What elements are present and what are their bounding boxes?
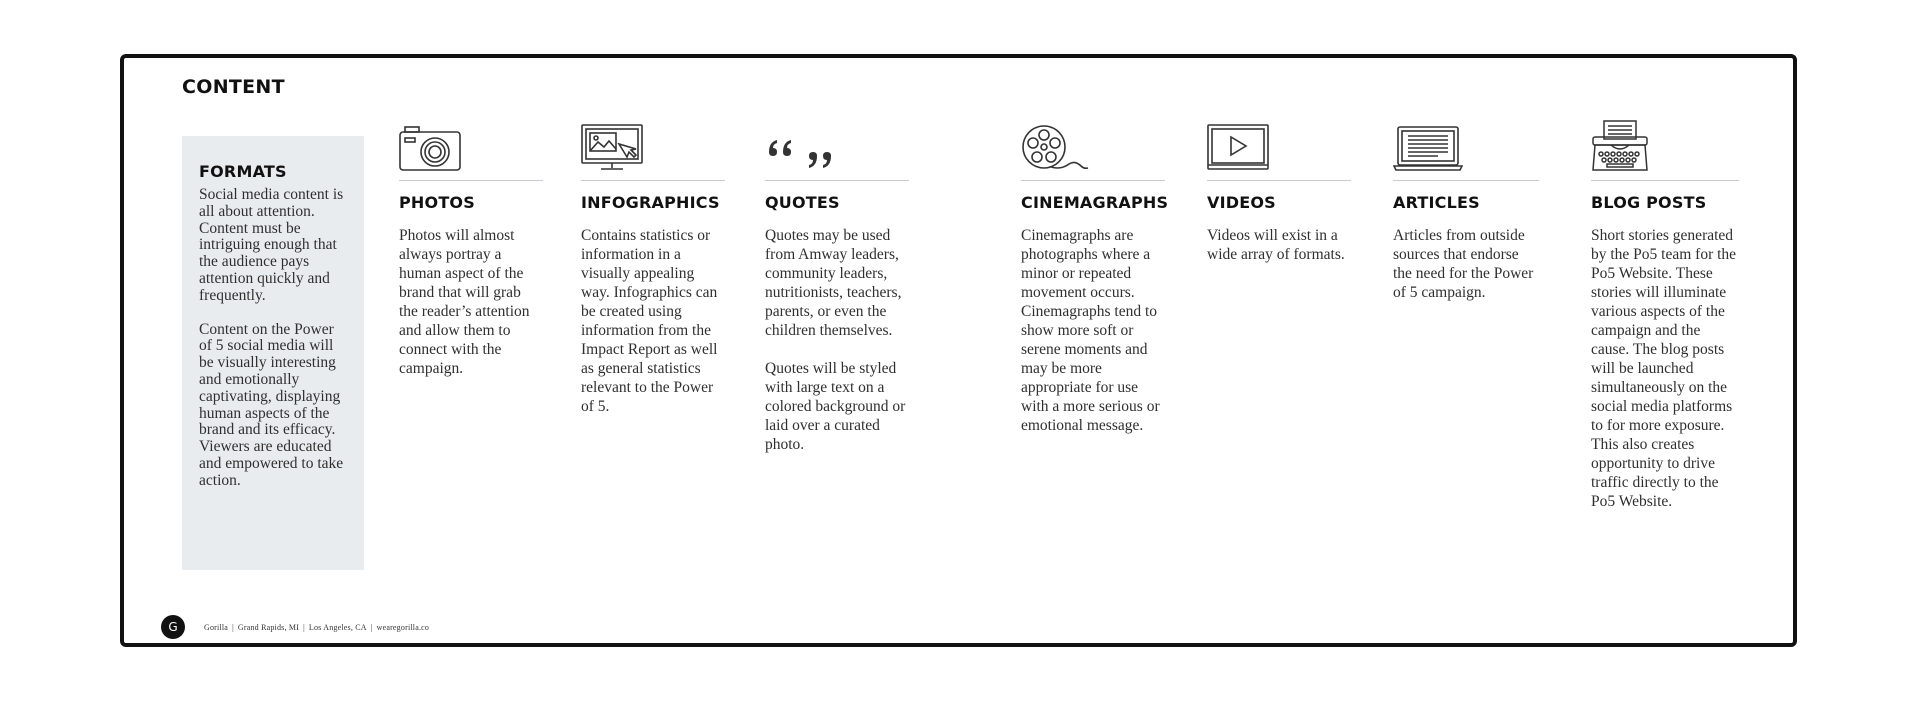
footer-separator: | bbox=[232, 623, 234, 632]
formats-panel bbox=[182, 136, 364, 570]
footer-text bbox=[204, 623, 429, 632]
column-heading: PHOTOS bbox=[399, 193, 475, 212]
slide-frame bbox=[120, 54, 1797, 647]
column-paragraph: Short stories generated by the Po5 team for the Po5 Website. These stories will illuminate various aspects of the campaign and the cause. The blog posts will be launched simultaneously on the social media platforms to for more exposure. This also creates opportunity to drive traffic directly to the Po5 Website. bbox=[1591, 227, 1737, 510]
page-title: CONTENT bbox=[182, 76, 285, 98]
column-description bbox=[1393, 226, 1539, 302]
column-description bbox=[581, 226, 725, 416]
column-description bbox=[765, 226, 909, 454]
column-heading: ARTICLES bbox=[1393, 193, 1480, 212]
column-divider bbox=[765, 180, 909, 181]
column-infographics bbox=[581, 118, 725, 416]
column-heading: INFOGRAPHICS bbox=[581, 193, 720, 212]
typewriter-icon bbox=[1591, 118, 1739, 172]
column-articles bbox=[1393, 118, 1539, 302]
quote-marks-icon bbox=[765, 118, 909, 172]
formats-paragraph: Content on the Power of 5 social media will be visually interesting and emotionally captivating, displaying human aspects of the brand and its efficacy. Viewers are educated and empowered to take action. bbox=[199, 320, 344, 489]
column-description bbox=[1207, 226, 1351, 264]
column-divider bbox=[1207, 180, 1351, 181]
column-paragraph: Articles from outside sources that endorse the need for the Power of 5 campaign. bbox=[1393, 227, 1534, 301]
footer-location-2: Los Angeles, CA bbox=[308, 623, 367, 632]
column-divider bbox=[581, 180, 725, 181]
column-heading: CINEMAGRAPHS bbox=[1021, 193, 1169, 212]
column-heading: VIDEOS bbox=[1207, 193, 1276, 212]
column-description bbox=[1021, 226, 1165, 435]
footer-separator: | bbox=[370, 623, 373, 632]
column-divider bbox=[1393, 180, 1539, 181]
film-reel-icon bbox=[1021, 118, 1165, 172]
footer-location-1: Grand Rapids, MI bbox=[237, 623, 300, 632]
column-paragraph: Contains statistics or information in a visually appealing way. Infographics can be created using information from the Impact Report as well as general statistics relevant to the Power of 5. bbox=[581, 227, 718, 415]
formats-paragraph: Social media content is all about attention. Content must be intriguing enough that the audience pays attention quickly and frequently. bbox=[199, 186, 344, 304]
monitor-image-icon bbox=[581, 118, 725, 172]
column-divider bbox=[399, 180, 543, 181]
column-heading: BLOG POSTS bbox=[1591, 193, 1707, 212]
column-paragraph: Cinemagraphs are photographs where a minor or repeated movement occurs. Cinemagraphs tend to show more soft or serene moments and may be more appropriate for use with a more serious or emotional message. bbox=[1021, 227, 1160, 434]
gorilla-logo: G bbox=[161, 615, 185, 639]
column-divider bbox=[1591, 180, 1739, 181]
column-blog-posts bbox=[1591, 118, 1739, 511]
column-photos bbox=[399, 118, 543, 378]
camera-icon bbox=[399, 118, 543, 172]
column-description bbox=[399, 226, 543, 378]
footer-company: Gorilla bbox=[204, 623, 229, 632]
column-cinemagraphs bbox=[1021, 118, 1169, 435]
footer-separator: | bbox=[303, 623, 305, 632]
column-description bbox=[1591, 226, 1739, 511]
column-paragraph: Videos will exist in a wide array of formats. bbox=[1207, 227, 1345, 263]
column-videos bbox=[1207, 118, 1351, 264]
column-divider bbox=[1021, 180, 1165, 181]
column-quotes bbox=[765, 118, 909, 454]
column-paragraph: Quotes may be used from Amway leaders, community leaders, nutritionists, teachers, parents, or even the children themselves. bbox=[765, 227, 902, 339]
video-play-icon bbox=[1207, 118, 1351, 172]
column-paragraph: Quotes will be styled with large text on a colored background or laid over a curated photo. bbox=[765, 360, 906, 453]
column-heading: QUOTES bbox=[765, 193, 840, 212]
footer-website: wearegorilla.co bbox=[376, 623, 430, 632]
column-paragraph: Photos will almost always portray a human aspect of the brand that will grab the reader’s attention and allow them to connect with the campaign. bbox=[399, 227, 530, 377]
laptop-article-icon bbox=[1393, 118, 1539, 172]
formats-heading: FORMATS bbox=[199, 162, 287, 181]
